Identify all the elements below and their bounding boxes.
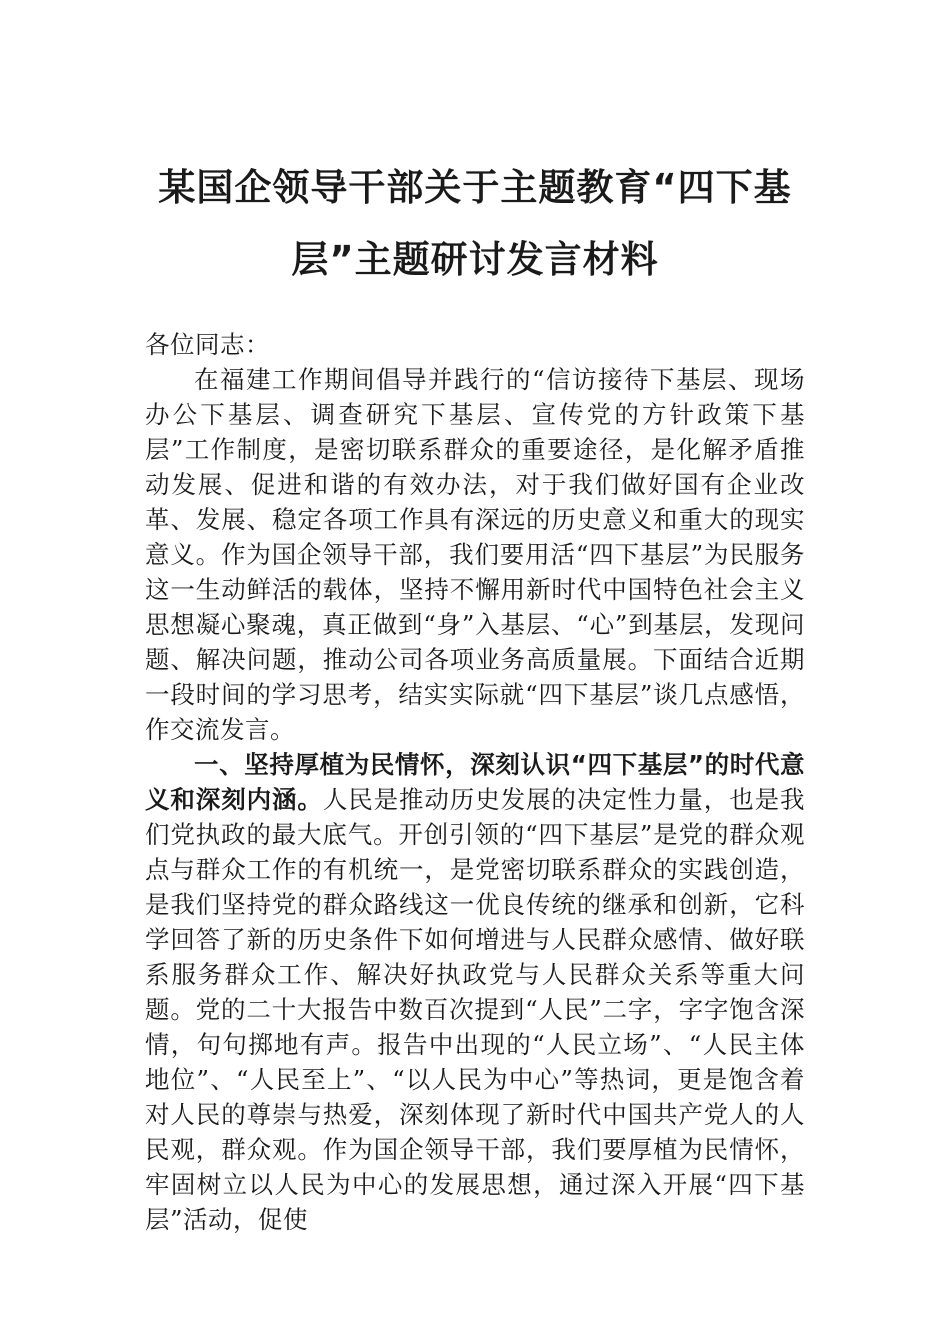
paragraph-text: 在福建工作期间倡导并践行的“信访接待下基层、现场办公下基层、调查研究下基层、宣传党的方针政策下基层”工作制度，是密切联系群众的重要途径，是化解矛盾推动发展、促进和谐的有效办法，对于我们做好国有企业改革、发展、稳定各项工作具有深远的历史意义和重大的现实意义。作为国企领导干部，我们要用活“四下基层”为民服务这一生动鲜活的载体，坚持不懈用新时代中国特色社会主义思想凝心聚魂，真正做到“身”入基层、“心”到基层，发现问题、解决问题，推动公司各项业务高质量展。下面结合近期一段时间的学习思考，结实实际就“四下基层”谈几点感悟，作交流发言。 bbox=[145, 365, 805, 744]
paragraph-intro bbox=[145, 362, 805, 747]
title-line-2: 层”主题研讨发言材料 bbox=[291, 238, 659, 281]
paragraph-text: 人民是推动历史发展的决定性力量，也是我们党执政的最大底气。开创引领的“四下基层”是党的群众观点与群众工作的有机统一，是党密切联系群众的实践创造，是我们坚持党的群众路线这一优良传统的继承和创新，它科学回答了新的历史条件下如何增进与人民群众感情、做好联系服务群众工作、解决好执政党与人民群众关系等重大问题。党的二十大报告中数百次提到“人民”二字，字字饱含深情，句句掷地有声。报告中出现的“人民立场”、“人民主体地位”、“人民至上”、“以人民为中心”等热词，更是饱含着对人民的尊崇与热爱，深刻体现了新时代中国共产党人的人民观，群众观。作为国企领导干部，我们要厚植为民情怀，牢固树立以人民为中心的发展思想，通过深入开展“四下基层”活动，促使 bbox=[145, 785, 806, 1234]
title-line-1: 某国企领导干部关于主题教育“四下基 bbox=[158, 166, 792, 209]
salutation: 各位同志： bbox=[145, 330, 270, 359]
document-body bbox=[145, 327, 805, 1237]
document-title bbox=[120, 152, 830, 296]
paragraph-section-1 bbox=[145, 747, 805, 1237]
section-heading: 一、坚持厚植为民情怀，深刻认识“四下基层”的时代意义和深刻内涵。 bbox=[145, 750, 805, 814]
